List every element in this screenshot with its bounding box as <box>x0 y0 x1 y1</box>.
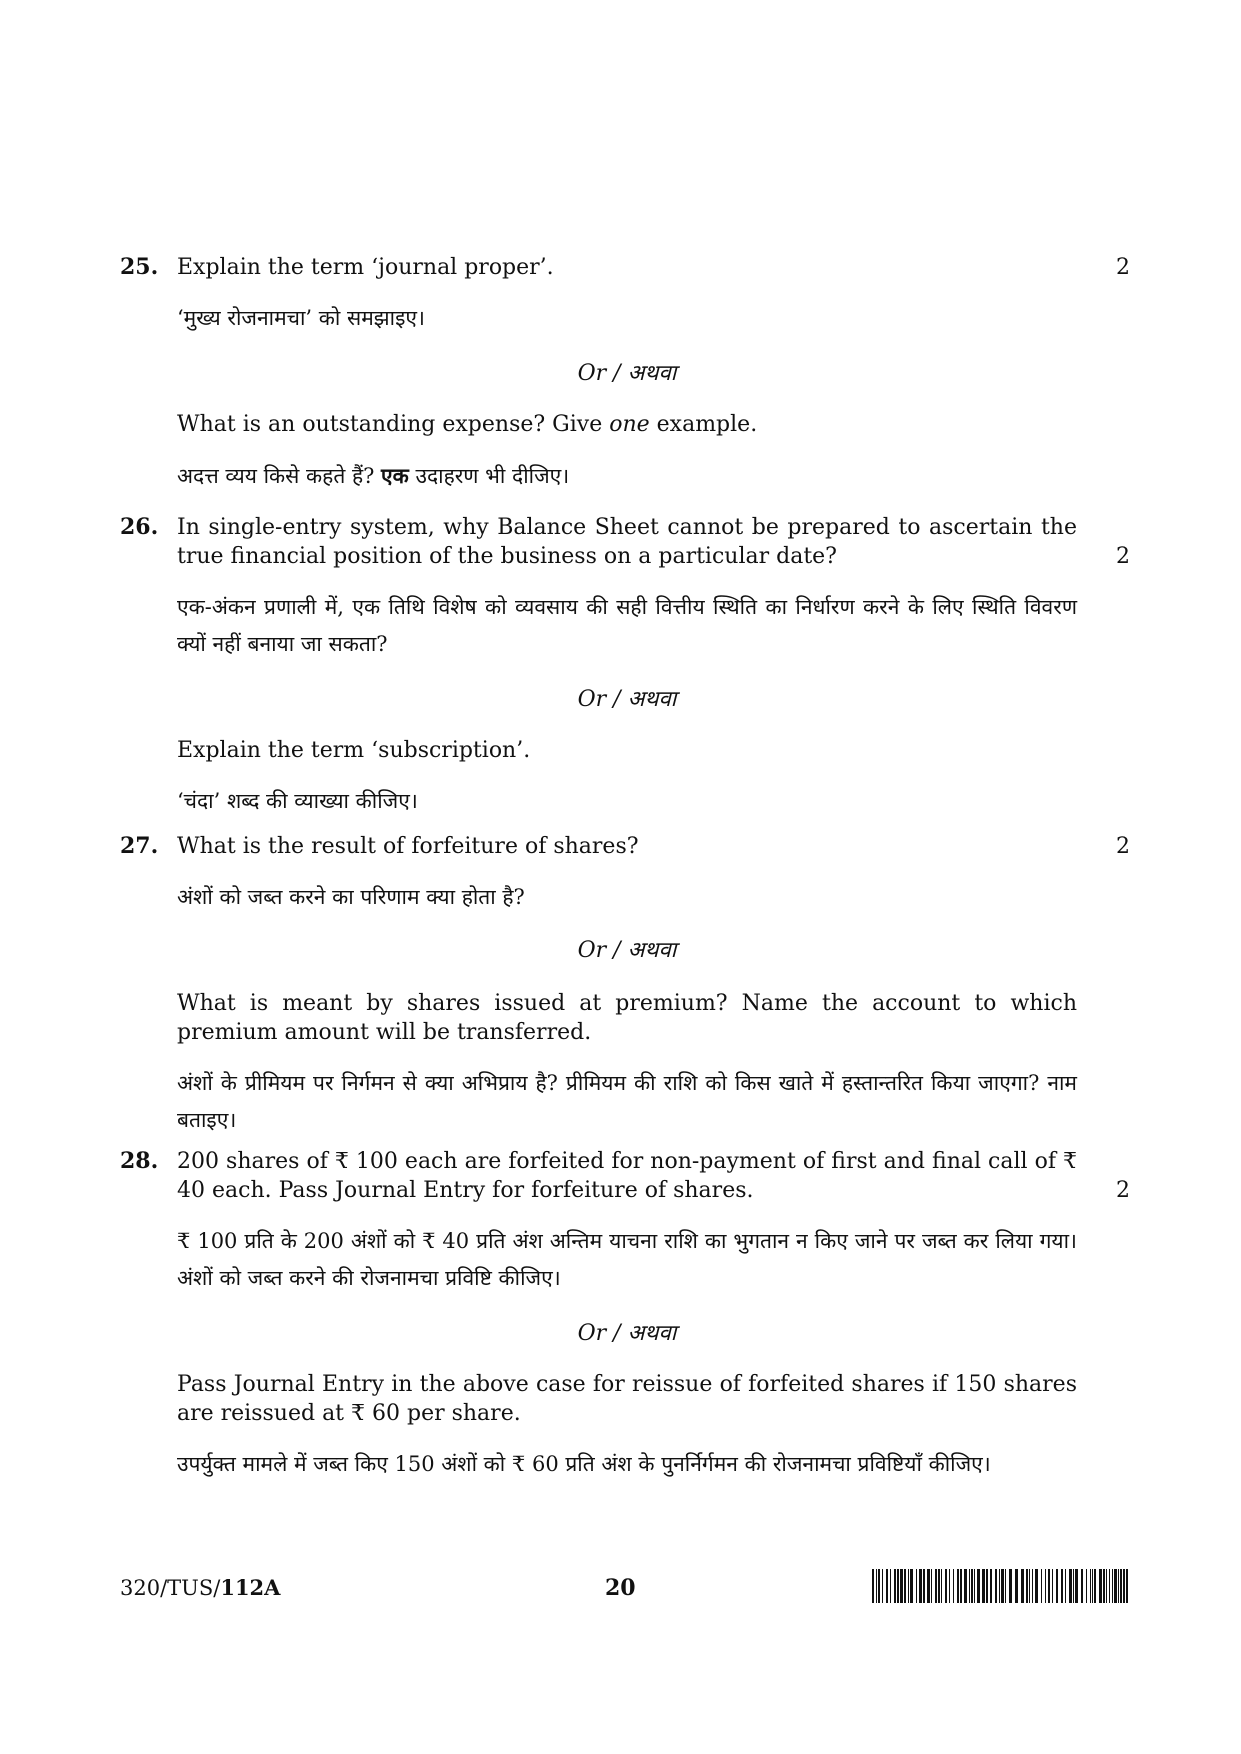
question-text-hindi: अंशों को जब्त करने का परिणाम क्या होता है? <box>177 885 525 909</box>
barcode-icon <box>872 1569 1130 1603</box>
question-text-hindi: ‘मुख्य रोजनामचा’ को समझाइए। <box>177 306 425 330</box>
question-27 <box>120 832 1130 1139</box>
question-text-english: What is the result of forfeiture of shares? <box>177 834 639 859</box>
question-text-english: Explain the term ‘journal proper’. <box>177 255 554 280</box>
question-26 <box>120 513 1130 820</box>
alternative-text-english: What is meant by shares issued at premium? Name the account to which premium amount will be transferred. <box>177 991 1077 1045</box>
question-text-english: In single-entry system, why Balance Sheet cannot be prepared to ascertain the true financial position of the business on a particular date? <box>177 515 1077 569</box>
question-text-english: 200 shares of ₹ 100 each are forfeited for non-payment of first and final call of ₹ 40 each. Pass Journal Entry for forfeiture of shares. <box>177 1149 1077 1203</box>
alternative-text-hindi: ‘चंदा’ शब्द की व्याख्या कीजिए। <box>177 789 418 813</box>
question-25 <box>120 253 1130 495</box>
question-number: 27. <box>120 833 159 859</box>
question-number: 28. <box>120 1148 159 1174</box>
question-number: 26. <box>120 514 159 540</box>
or-separator: Or / अथवा <box>577 687 677 712</box>
alternative-text-hindi: अंशों के प्रीमियम पर निर्गमन से क्या अभिप्राय है? प्रीमियम की राशि को किस खाते में हस्तान्तरित किया जाएगा? नाम बताइए। <box>177 1071 1077 1132</box>
alternative-text-english: What is an outstanding expense? Give one example. <box>177 412 758 437</box>
question-marks: 2 <box>1116 1178 1130 1203</box>
question-marks: 2 <box>1116 834 1130 859</box>
question-marks: 2 <box>1116 255 1130 280</box>
question-number: 25. <box>120 254 159 280</box>
alternative-text-english: Explain the term ‘subscription’. <box>177 738 531 763</box>
alternative-text-hindi: उपर्युक्त मामले में जब्त किए 150 अंशों को ₹ 60 प्रति अंश के पुनर्निर्गमन की रोजनामचा प्रविष्टियाँ कीजिए। <box>177 1452 991 1476</box>
question-marks: 2 <box>1116 544 1130 569</box>
question-text-hindi: ₹ 100 प्रति के 200 अंशों को ₹ 40 प्रति अंश अन्तिम याचना राशि का भुगतान न किए जाने पर जब्त कर लिया गया। अंशों को जब्त करने की रोजनामचा प्रविष्टि कीजिए। <box>177 1229 1077 1290</box>
or-separator: Or / अथवा <box>577 1321 677 1346</box>
page-footer <box>120 1569 1130 1609</box>
paper-code: 320/TUS/112A <box>120 1575 281 1600</box>
page-number: 20 <box>605 1575 636 1601</box>
question-text-hindi: एक-अंकन प्रणाली में, एक तिथि विशेष को व्यवसाय की सही वित्तीय स्थिति का निर्धारण करने के लिए स्थिति विवरण क्यों नहीं बनाया जा सकता? <box>177 595 1077 656</box>
or-separator: Or / अथवा <box>577 938 677 963</box>
or-separator: Or / अथवा <box>577 361 677 386</box>
question-28 <box>120 1147 1130 1483</box>
alternative-text-hindi: अदत्त व्यय किसे कहते हैं? एक उदाहरण भी दीजिए। <box>177 463 570 488</box>
alternative-text-english: Pass Journal Entry in the above case for reissue of forfeited shares if 150 shares are reissued at ₹ 60 per share. <box>177 1372 1077 1426</box>
